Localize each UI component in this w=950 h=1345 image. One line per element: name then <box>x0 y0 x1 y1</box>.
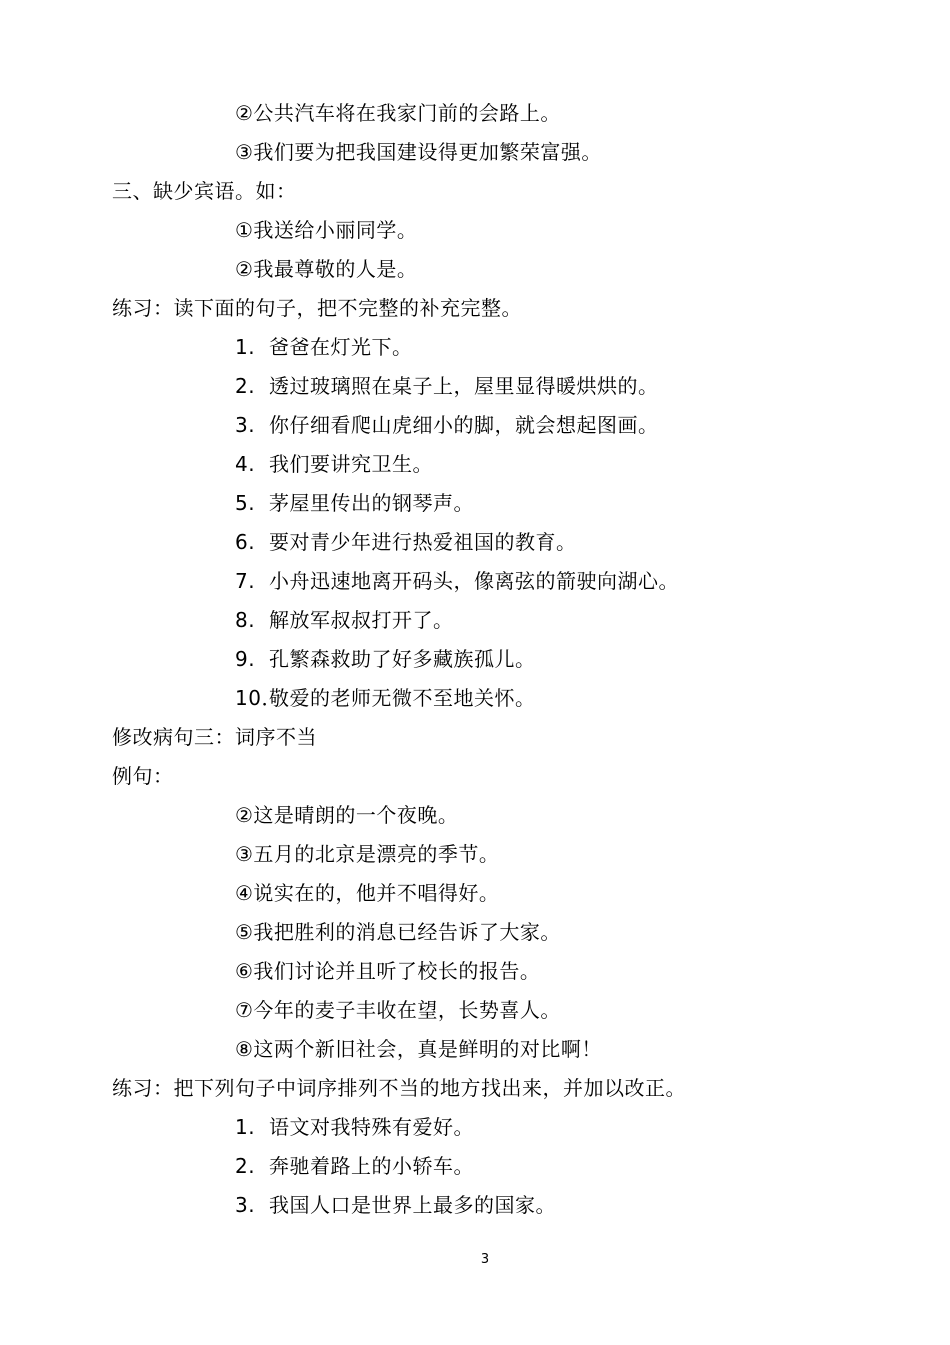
line-text: 解放军叔叔打开了。 <box>269 608 454 632</box>
item-number: 2. <box>235 1154 256 1178</box>
line-text: ⑤我把胜利的消息已经告诉了大家。 <box>235 920 561 944</box>
item-number: 1. <box>235 335 256 359</box>
line-text: 你仔细看爬山虎细小的脚，就会想起图画。 <box>269 413 659 437</box>
line-text: 练习：读下面的句子，把不完整的补充完整。 <box>112 296 522 320</box>
item-number: 9. <box>235 647 256 671</box>
line-text: 我国人口是世界上最多的国家。 <box>269 1193 556 1217</box>
exercise-item <box>235 1192 556 1218</box>
item-number: 6. <box>235 530 256 554</box>
exercise-item <box>235 1114 474 1140</box>
line-text: ⑥我们讨论并且听了校长的报告。 <box>235 959 541 983</box>
line-text: 例句： <box>112 764 174 788</box>
exercise-item <box>235 529 577 555</box>
item-number: 3. <box>235 413 256 437</box>
example-line <box>235 997 561 1023</box>
exercise-item <box>235 451 433 477</box>
example-line <box>235 958 540 984</box>
item-number: 5. <box>235 491 256 515</box>
line-text: 语文对我特殊有爱好。 <box>269 1115 474 1139</box>
line-text: ②我最尊敬的人是。 <box>235 257 418 281</box>
exercise-item <box>235 607 454 633</box>
item-number: 8. <box>235 608 256 632</box>
page-number: 3 <box>480 1252 490 1267</box>
exercise-item <box>235 490 474 516</box>
line-text: ③我们要为把我国建设得更加繁荣富强。 <box>235 140 602 164</box>
example-line <box>235 841 499 867</box>
line-text: ②公共汽车将在我家门前的会路上。 <box>235 101 561 125</box>
line-text: 我们要讲究卫生。 <box>269 452 433 476</box>
item-number: 1. <box>235 1115 256 1139</box>
exercise-heading <box>112 1075 686 1101</box>
item-number: 2. <box>235 374 256 398</box>
line-text: 奔驰着路上的小轿车。 <box>269 1154 474 1178</box>
line-text: 要对青少年进行热爱祖国的教育。 <box>269 530 577 554</box>
item-number: 7. <box>235 569 256 593</box>
line-text: 小舟迅速地离开码头，像离弦的箭驶向湖心。 <box>269 569 679 593</box>
example-line <box>235 100 561 126</box>
example-line <box>235 139 602 165</box>
section-heading <box>112 724 317 750</box>
exercise-item <box>235 1153 474 1179</box>
item-number: 10． <box>235 686 282 710</box>
item-number: 3. <box>235 1193 256 1217</box>
line-text: 爸爸在灯光下。 <box>269 335 413 359</box>
line-text: 孔繁森救助了好多藏族孤儿。 <box>269 647 536 671</box>
line-text: 茅屋里传出的钢琴声。 <box>269 491 474 515</box>
exercise-item <box>235 334 413 360</box>
section-heading <box>112 178 297 204</box>
exercise-item <box>235 685 536 711</box>
line-text: 修改病句三：词序不当 <box>112 725 317 749</box>
line-text: 敬爱的老师无微不至地关怀。 <box>269 686 536 710</box>
line-text: ②这是晴朗的一个夜晚。 <box>235 803 459 827</box>
exercise-item <box>235 373 659 399</box>
line-text: ③五月的北京是漂亮的季节。 <box>235 842 500 866</box>
example-line <box>235 217 417 243</box>
exercise-item <box>235 568 679 594</box>
line-text: 三、缺少宾语。如： <box>112 179 297 203</box>
example-line <box>235 802 458 828</box>
exercise-item <box>235 412 659 438</box>
line-text: 透过玻璃照在桌子上，屋里显得暖烘烘的。 <box>269 374 659 398</box>
line-text: ①我送给小丽同学。 <box>235 218 418 242</box>
line-text: ⑦今年的麦子丰收在望，长势喜人。 <box>235 998 561 1022</box>
example-line <box>235 880 499 906</box>
example-line <box>235 1036 602 1062</box>
line-text: 练习：把下列句子中词序排列不当的地方找出来，并加以改正。 <box>112 1076 686 1100</box>
example-label <box>112 763 174 789</box>
line-text: ⑧这两个新旧社会，真是鲜明的对比啊！ <box>235 1037 602 1061</box>
line-text: ④说实在的，他并不唱得好。 <box>235 881 500 905</box>
exercise-heading <box>112 295 522 321</box>
example-line <box>235 256 417 282</box>
exercise-item <box>235 646 536 672</box>
item-number: 4. <box>235 452 256 476</box>
example-line <box>235 919 561 945</box>
